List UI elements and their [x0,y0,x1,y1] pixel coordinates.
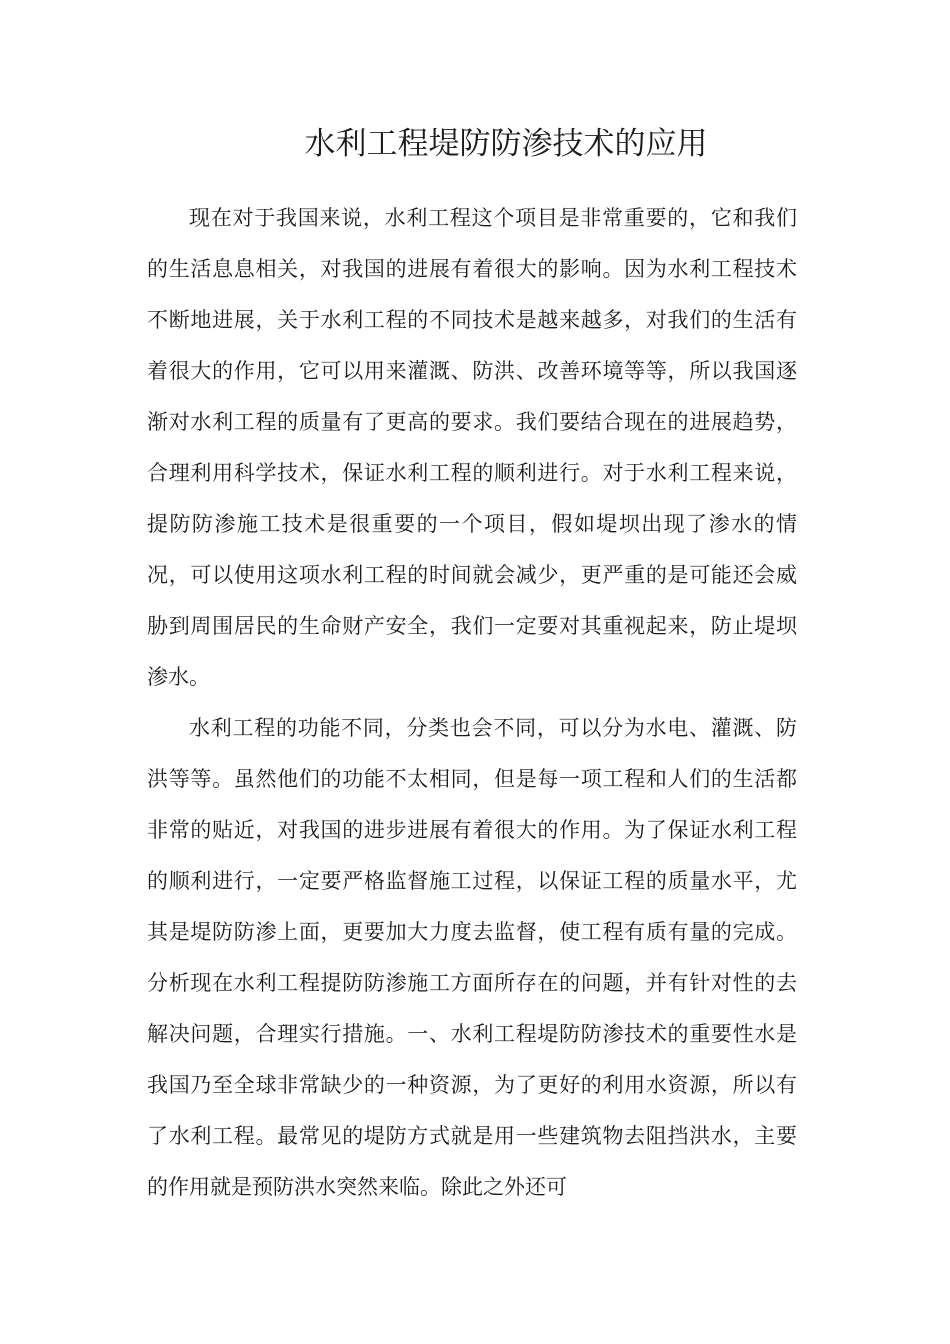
paragraph-2: 水利工程的功能不同，分类也会不同，可以分为水电、灌溉、防洪等等。虽然他们的功能不太相同，但是每一项工程和人们的生活都非常的贴近，对我国的进步进展有着很大的作用。为了保证水利工程的顺利进行，一定要严格监督施工过程，以保证工程的质量水平，尤其是堤防防渗上面，更要加大力度去监督，使工程有质有量的完成。分析现在水利工程提防防渗施工方面所存在的问题，并有针对性的去解决问题，合理实行措施。一、水利工程堤防防渗技术的重要性水是我国乃至全球非常缺少的一种资源，为了更好的利用水资源，所以有了水利工程。最常见的堤防方式就是用一些建筑物去阻挡洪水，主要的作用就是预防洪水突然来临。除此之外还可 [147,716,797,1199]
paragraph-1: 现在对于我国来说，水利工程这个项目是非常重要的，它和我们的生活息息相关，对我国的进展有着很大的影响。因为水利工程技术不断地进展，关于水利工程的不同技术是越来越多，对我们的生活有着很大的作用，它可以用来灌溉、防洪、改善环境等等，所以我国逐渐对水利工程的质量有了更高的要求。我们要结合现在的进展趋势，合理利用科学技术，保证水利工程的顺利进行。对于水利工程来说，提防防渗施工技术是很重要的一个项目，假如堤坝出现了渗水的情况，可以使用这项水利工程的时间就会减少，更严重的是可能还会威胁到周围居民的生命财产安全，我们一定要对其重视起来，防止堤坝渗水。 [147,206,797,689]
document-body [147,193,797,1213]
document-title: 水利工程堤防防渗技术的应用 [304,126,708,162]
